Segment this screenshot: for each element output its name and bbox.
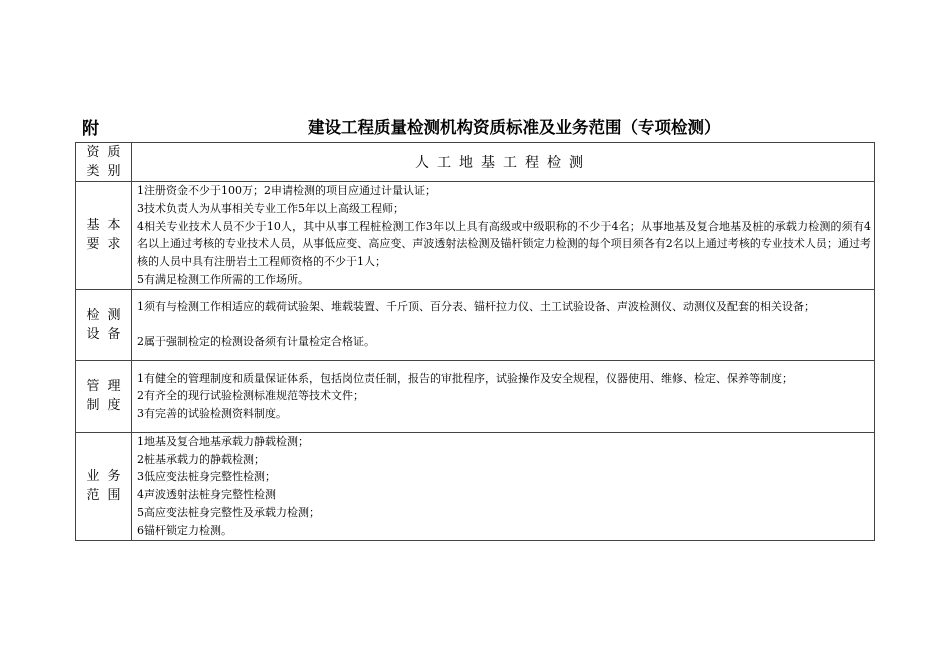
list-item: 2有齐全的现行试验检测标准规范等技术文件； [137,389,364,403]
category-char: 务 [107,469,121,485]
category-char: 业 [86,469,100,485]
list-item: 5有满足检测工作所需的工作场所。 [137,272,309,286]
table-row-business-scope [76,432,875,540]
category-char: 别 [107,164,121,179]
list-item: 5高应变法桩身完整性及承载力检测； [137,506,320,520]
list-item: 4声波透射法桩身完整性检测 [137,488,276,502]
category-char: 测 [107,307,121,323]
category-char: 范 [86,488,100,504]
category-cell-management-system [76,360,132,432]
list-item [137,316,871,333]
list-item: 4相关专业技术人员不少于10人，其中从事工程桩检测工作3年以上具有高级或中级职称的不少于4名；从事地基及复合地基及桩的承载力检测的须有4名以上通过考核的专业技术人员，从事低应变、高应变、声波透射法检测及锚杆锁定力检测的每个项目须各有2名以上通过考核的专业技术人员；通过考核的人员中具有注册岩土工程师资格的不少于1人； [137,219,871,269]
list-item: 1有健全的管理制度和质量保证体系，包括岗位责任制，报告的审批程序，试验操作及安全规程，仪器使用、维修、检定、保养等制度； [137,371,793,385]
list-item: 3低应变法桩身完整性检测； [137,470,276,484]
list-item: 1地基及复合地基承载力静载检测； [137,434,309,448]
category-cell-basic-requirements [76,182,132,290]
document-title: 建设工程质量检测机构资质标准及业务范围（专项检测） [308,118,721,137]
list-item: 3技术负责人为从事相关专业工作5年以上高级工程师； [137,201,404,215]
category-char: 要 [86,237,100,253]
category-char: 检 [86,307,100,323]
category-char: 求 [107,237,121,253]
list-item: 3有完善的试验检测资料制度。 [137,407,287,421]
category-cell-business-scope [76,432,132,540]
category-char: 围 [107,488,121,504]
table-row-management-system [76,360,875,432]
content-cell-testing-equipment [132,289,875,360]
page-header [0,114,950,138]
content-cell-basic-requirements [132,182,875,290]
table-row-testing-equipment [76,289,875,360]
category-char: 管 [86,379,100,395]
list-item: 2桩基承载力的静载检测； [137,452,265,466]
category-char: 基 [86,218,100,234]
category-char: 制 [86,398,100,414]
category-char: 设 [86,326,100,342]
category-char: 质 [107,145,121,160]
category-char: 备 [107,326,121,342]
category-char: 资 [86,145,100,160]
list-item: 1须有与检测工作相适应的载荷试验架、堆载装置、千斤顶、百分表、锚杆拉力仪、土工试验设备、声波检测仪、动测仪及配套的相关设备； [137,300,815,314]
appendix-label: 附 [82,119,99,139]
qualification-table [75,142,875,541]
category-header-cell [76,143,132,182]
table-title-cell: 人工地基工程检测 [132,143,875,182]
category-char: 度 [107,398,121,414]
table-row-basic-requirements [76,182,875,290]
category-cell-testing-equipment [76,289,132,360]
content-cell-business-scope [132,432,875,540]
list-item: 1注册资金不少于100万；2申请检测的项目应通过计量认证； [137,184,436,197]
category-char: 本 [107,218,121,234]
content-cell-management-system [132,360,875,432]
list-item: 2属于强制检定的检测设备须有计量检定合格证。 [137,335,375,349]
category-char: 理 [107,379,121,395]
category-char: 类 [86,164,100,179]
list-item: 6锚杆锁定力检测。 [137,523,232,537]
table-header-row [76,143,875,182]
